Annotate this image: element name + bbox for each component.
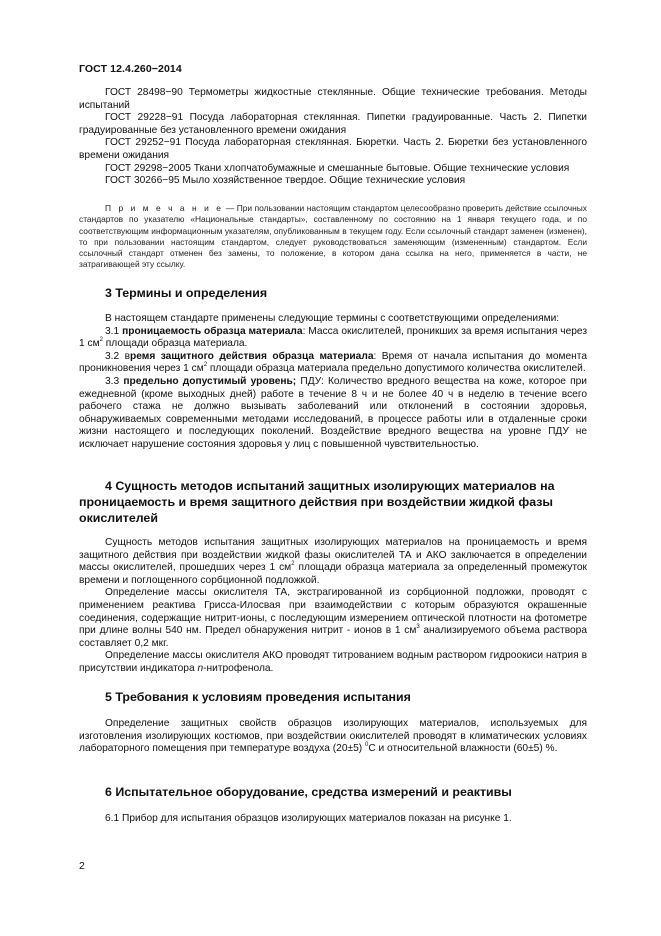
term-3-3-name: предельно допустимый уровень; bbox=[123, 375, 297, 387]
section-5-para-1: Определение защитных свойств образцов изолирующих материалов, используемых для изготовления изолирующих костюмов, при воздействии окислителей проводят в климатических условиях лабораторного помещения при температуре воздуха (20±5) $^0$С и относительной влажности (60±5) %. bbox=[79, 718, 587, 755]
note-block bbox=[79, 203, 587, 271]
term-3-2-name: ремя защитного действия образца материала bbox=[130, 350, 374, 362]
term-3-3: 3.3 предельно допустимый уровень; ПДУ: Количество вредного вещества на коже, которое при ежедневной (кроме выходных дней) работе в течение 8 ч и не более 40 ч в неделю в течение всего рабочего стажа не должно вызывать заболеваний или отклонений в состоянии здоровья, обнаруживаемых современными методами исследований, в процессе работы или в отдаленные сроки жизни настоящего и последующих поколений. Воздействие вредного вещества на уровне ПДУ не исключает нарушение состояния здоровья у лиц с повышенной чувствительностью. bbox=[79, 375, 587, 450]
section-4-title: 4 Сущность методов испытаний защитных изолирующих материалов на проницаемость и время защитного действия при воздействии жидкой фазы окислителей bbox=[79, 479, 555, 525]
section-4-para-2: Определение массы окислителя ТА, экстрагированной из сорбционной подложки, проводят с применением реактива Грисса-Илосвая при взаимодействии с которым образуются окрашенные соединения, содержащие нитрит-ионы, с последующим измерением оптической плотности на фотометре при длине волны 540 нм. Предел обнаружения нитрит - ионов в 1 $см^3$ анализируемого объема раствора составляет 0,2 мкг. bbox=[79, 587, 587, 649]
section-6-body bbox=[79, 813, 587, 826]
section-5-body bbox=[79, 718, 587, 756]
section-6-para-1: 6.1 Прибор для испытания образцов изолирующих материалов показан на рисунке 1. bbox=[105, 813, 512, 824]
term-3-1-name: проницаемость образца материала bbox=[122, 325, 303, 337]
note-label: П р и м е ч а н и е bbox=[105, 203, 224, 213]
note-text: — При пользовании настоящим стандартом целесообразно проверить действие ссылочных стандартов по указателю «Национальные стандарты», составленному по состоянию на 1 января текущего года, и по соответствующим информационным указателям, опубликованным в текущем году. Если ссылочный стандарт заменен (изменен), то при пользовании настоящим стандартом, следует руководствоваться заменяющим (измененным) стандартом. Если ссылочный стандарт отменен без замены, то положение, в котором дана ссылка на него, применяется в части, не затрагивающей эту ссылку. bbox=[79, 203, 587, 270]
page-number: 2 bbox=[79, 860, 85, 872]
section-5-title: 5 Требования к условиям проведения испытания bbox=[105, 690, 411, 704]
section-4-para-3: Определение массы окислителя АКО проводят титрованием водным раствором гидроокиси натрия в присутствии индикатора n-нитрофенола. bbox=[79, 650, 587, 674]
reference-item: ГОСТ 30266−95 Мыло хозяйственное твердое. Общие технические условия bbox=[105, 175, 466, 187]
document-header: ГОСТ 12.4.260−2014 bbox=[79, 63, 182, 75]
term-3-1: 3.1 проницаемость образца материала: Масса окислителей, проникших за время испытания через 1 $см^2$ площади образца материала. bbox=[79, 325, 588, 350]
reference-item: ГОСТ 29252−91 Посуда лабораторная стеклянная. Бюретки. Часть 2. Бюретки без установленного времени ожидания bbox=[79, 137, 587, 161]
section-6-title: 6 Испытательное оборудование, средства измерений и реактивы bbox=[105, 785, 512, 799]
reference-item: ГОСТ 28498−90 Термометры жидкостные стеклянные. Общие технические требования. Методы испытаний bbox=[79, 87, 587, 111]
references-list bbox=[79, 87, 587, 188]
section-4-para-1: Сущность методов испытания защитных изолирующих материалов на проницаемость и время защитного действия при воздействии жидкой фазы окислителей ТА и АКО заключается в определении массы окислителей, прошедших через 1 $см^2$ площади образца материала за определенный промежуток времени и поглощенного сорбционной подложкой. bbox=[79, 537, 587, 586]
section-4-body bbox=[79, 537, 587, 676]
reference-item: ГОСТ 29228−91 Посуда лабораторная стеклянная. Пипетки градуированные. Часть 2. Пипетки градуированные без установленного времени ожидания bbox=[79, 112, 587, 136]
reference-item: ГОСТ 29298−2005 Ткани хлопчатобумажные и смешанные бытовые. Общие технические условия bbox=[105, 162, 570, 174]
section-3-title: 3 Термины и определения bbox=[105, 286, 268, 300]
section-3-intro: В настоящем стандарте применены следующие термины с соответствующими определениями: bbox=[105, 313, 560, 324]
section-3-body bbox=[79, 313, 587, 452]
term-3-2: 3.2 время защитного действия образца материала: Время от начала испытания до момента проникновения через 1 $см^2$ площади образца материала предельно допустимого количества окислителей. bbox=[79, 350, 587, 375]
